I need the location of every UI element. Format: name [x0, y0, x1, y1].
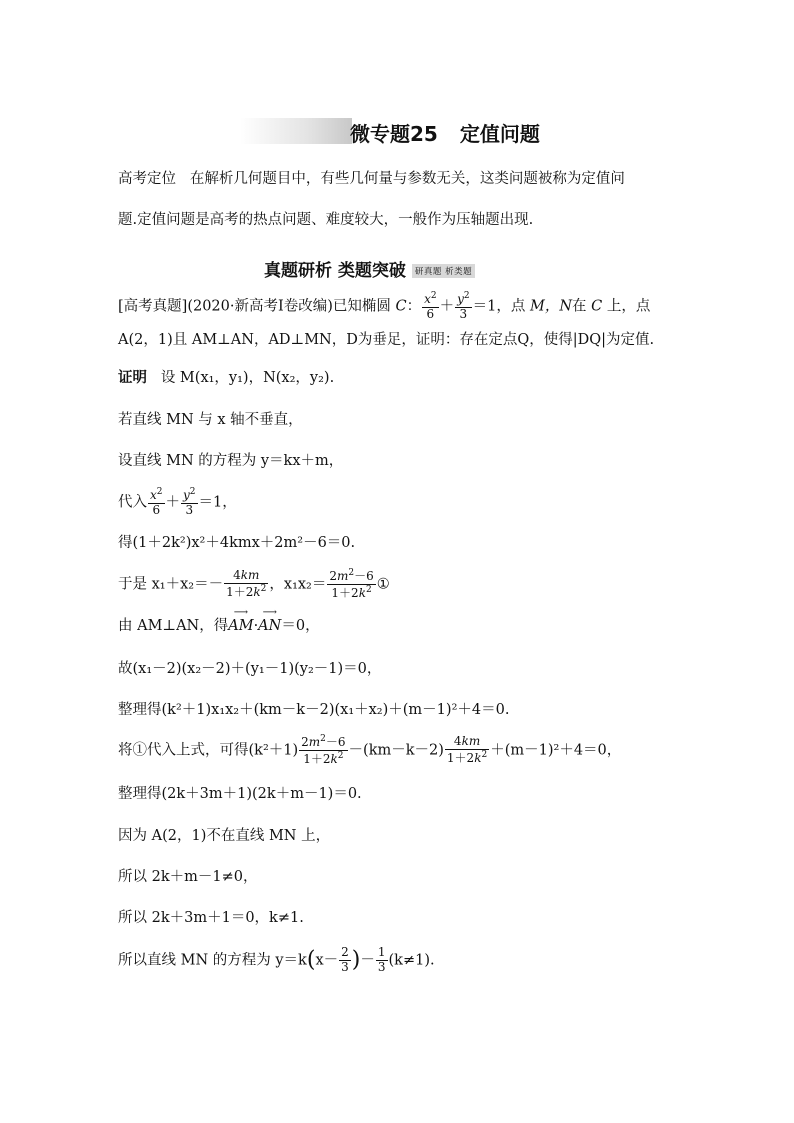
step-9: 将①代入上式，可得(k²＋1) $\frac{2m^2-6}{1+2k^2}$ －(km－k－2) $\frac{4km}{1+2k^2}$ ＋(m－1)²＋4＝0，	[118, 734, 622, 766]
problem-line-2: A(2，1)且 AM⊥AN，AD⊥MN，D为垂足，证明：存在定点Q，使得|DQ|为定值.	[118, 332, 655, 348]
intro-label: 高考定位	[118, 171, 176, 187]
fraction-y2-over-3: $\frac{y^2}{3}$	[457, 291, 470, 321]
intro-line-2: 题.定值问题是高考的热点问题、难度较大，一般作为压轴题出现.	[118, 212, 534, 228]
step-4: 得(1＋2k²)x²＋4kmx＋2m²－6＝0.	[118, 535, 356, 551]
vector-am: ⟶ AM	[228, 619, 253, 634]
step-8: 整理得(k²＋1)x₁x₂＋(km－k－2)(x₁＋x₂)＋(m－1)²＋4＝0.	[118, 702, 510, 718]
step-6: 由 AM⊥AN，得⟶ AM·⟶ AN＝0，	[118, 619, 320, 634]
step-5: 于是 x₁＋x₂＝－ $\frac{4km}{1+2k^2}$ ，x₁x₂＝ $\frac{2m^2-6}{1+2k^2}$ ①	[118, 568, 390, 600]
section-heading: 真题研析 类题突破 研真题 析类题	[264, 256, 475, 281]
fraction-x2-over-6: $\frac{x^2}{6}$	[424, 291, 437, 321]
title-main: 微专题25	[350, 122, 438, 146]
step-11: 因为 A(2，1)不在直线 MN 上，	[118, 828, 331, 844]
page-title	[350, 118, 540, 147]
vector-an: ⟶ AN	[258, 619, 281, 634]
intro-line-1: 高考定位 在解析几何题目中，有些几何量与参数无关，这类问题被称为定值问	[118, 171, 625, 187]
problem-line-1: [高考真题](2020·新高考Ⅰ卷改编)已知椭圆 C： $\frac{x^2}{6}$ ＋ $\frac{y^2}{3}$ ＝1，点 M，N在 C 上，点	[118, 291, 651, 321]
proof-intro: 证明 设 M(x₁，y₁)，N(x₂，y₂).	[118, 370, 335, 386]
step-14: 所以直线 MN 的方程为 y＝k(x－ $\frac{2}{3}$ )－ $\frac{1}{3}$ (k≠1).	[118, 945, 435, 974]
step-3: 代入 $\frac{x^2}{6}$ ＋ $\frac{y^2}{3}$ ＝1，	[118, 487, 237, 517]
title-sub: 定值问题	[459, 122, 540, 146]
step-10: 整理得(2k＋3m＋1)(2k＋m－1)＝0.	[118, 786, 362, 802]
title-decoration-bar	[240, 118, 352, 144]
step-12: 所以 2k＋m－1≠0，	[118, 869, 258, 885]
step-13: 所以 2k＋3m＋1＝0，k≠1.	[118, 910, 304, 926]
proof-label: 证明	[118, 370, 147, 386]
step-2: 设直线 MN 的方程为 y＝kx＋m，	[118, 453, 344, 469]
step-1: 若直线 MN 与 x 轴不垂直，	[118, 412, 303, 428]
section-tag: 研真题 析类题	[412, 264, 475, 278]
step-7: 故(x₁－2)(x₂－2)＋(y₁－1)(y₂－1)＝0，	[118, 661, 382, 677]
